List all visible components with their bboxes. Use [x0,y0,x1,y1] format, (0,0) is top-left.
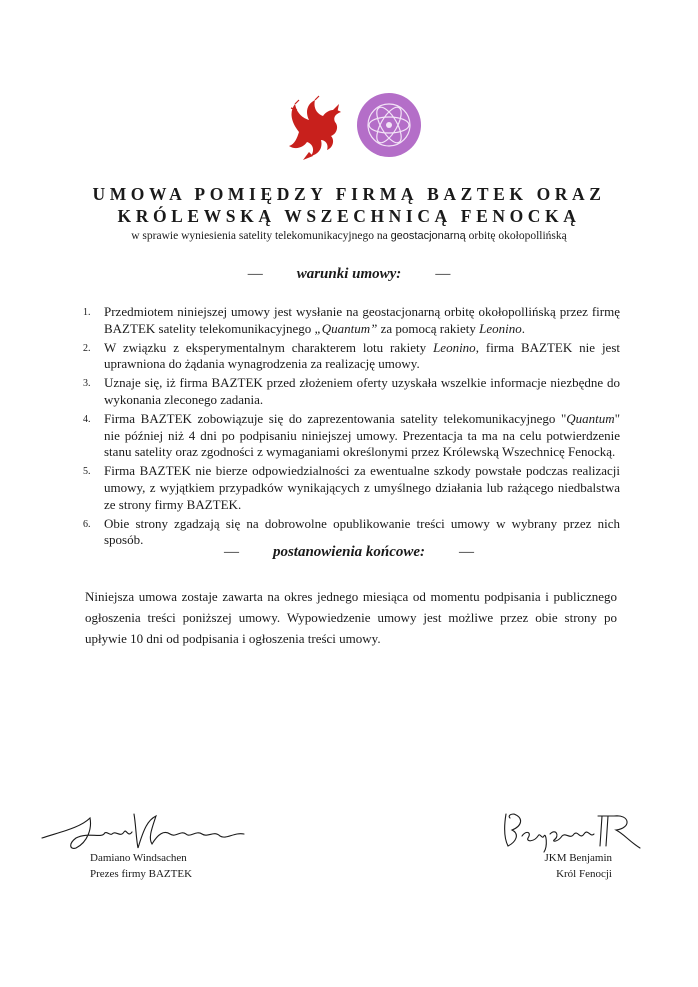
section-heading-terms [0,266,698,283]
signer-left [90,850,192,882]
signer-right-role: Król Fenocji [556,868,612,880]
subtitle-end: orbitę okołopollińską [465,230,567,242]
signer-left-role: Prezes firmy BAZTEK [90,868,193,880]
term-number: 1. [83,307,91,318]
purple-orbit-emblem [356,92,422,158]
red-dragon-emblem [281,92,351,162]
term-text: Przedmiotem niniejszej umowy jest wysłanie na geostacjonarną orbitę okołopollińską przez firmę BAZTEK satelity telekomunikacyjnego [104,304,620,336]
term-item [80,375,620,409]
subtitle-part: w sprawie wyniesienia satelity telekomunikacyjnego na [131,230,391,242]
term-item [80,340,620,374]
term-text: Uznaje się, iż firma BAZTEK przed złożeniem oferty uzyskała wszelkie informacje niezbędne do wykonania zleconego zadania. [104,375,620,407]
term-text: Firma BAZTEK nie bierze odpowiedzialności za ewentualne szkody powstałe podczas realizacji umowy, z wyjątkiem przypadków wynikających z umyślnego działania lub rażącego niedbalstwa ze strony firmy BAZTEK. [104,463,620,512]
signer-right [544,850,612,882]
logo-row [0,88,698,168]
term-text: , firma BAZTEK nie jest uprawniona do żądania wynagrodzenia za realizację umowy. [104,339,620,372]
term-text: za pomocą rakiety [377,320,480,336]
term-italic: „Quantum” [314,320,378,336]
signature-benjamin [500,806,650,856]
term-italic: Leonino [433,339,476,355]
term-item [80,411,620,461]
subtitle [0,230,698,242]
heading-dash: — [435,266,451,282]
term-text: W związku z eksperymentalnym charakterem lotu rakiety [104,339,434,355]
heading-dash: — [247,266,263,282]
section-heading-final [0,544,698,561]
subtitle-sans-part: geostacjonarną [390,230,466,242]
term-number: 4. [83,413,91,425]
term-number: 3. [83,378,91,390]
term-number: 6. [83,518,91,530]
signer-left-name: Damiano Windsachen [90,852,187,864]
section-terms-label: warunki umowy: [296,266,402,282]
term-text: . [521,320,526,336]
term-text: Obie strony zgadzają się na dobrowolne opublikowanie treści umowy w wybrany przez nich sposób. [104,515,620,548]
term-number: 2. [83,342,91,354]
section-final-label: postanowienia końcowe: [272,544,426,560]
signer-right-name: JKM Benjamin [544,852,612,864]
term-text: Firma BAZTEK zobowiązuje się do zaprezentowania satelity telekomunikacyjnego " [104,410,567,426]
title-line-1: UMOWA POMIĘDZY FIRMĄ BAZTEK ORAZ [92,184,606,204]
term-text: " nie później niż 4 dni po podpisaniu niniejszej umowy. Prezentacja ta ma na celu potwierdzenie stanu satelity oraz zgodności z wymaganiami określonymi przez Królewską Wszechnicę Fenocką. [104,410,620,460]
closing-paragraph: Niniejsza umowa zostaje zawarta na okres jednego miesiąca od momentu podpisania i publicznego ogłoszenia treści poniższej umowy. Wypowiedzenie umowy jest możliwe przez obie strony po upływie 10 dni od podpisania i ogłoszenia treści umowy. [85,589,617,646]
term-number: 5. [83,466,91,478]
term-italic: Leonino [479,320,522,336]
term-item [80,463,620,513]
term-italic: Quantum [566,410,615,426]
terms-list [80,304,620,551]
heading-dash: — [459,544,475,560]
heading-dash: — [223,544,239,560]
term-item [80,304,620,338]
title-line-2: KRÓLEWSKĄ WSZECHNICĄ FENOCKĄ [117,206,581,226]
